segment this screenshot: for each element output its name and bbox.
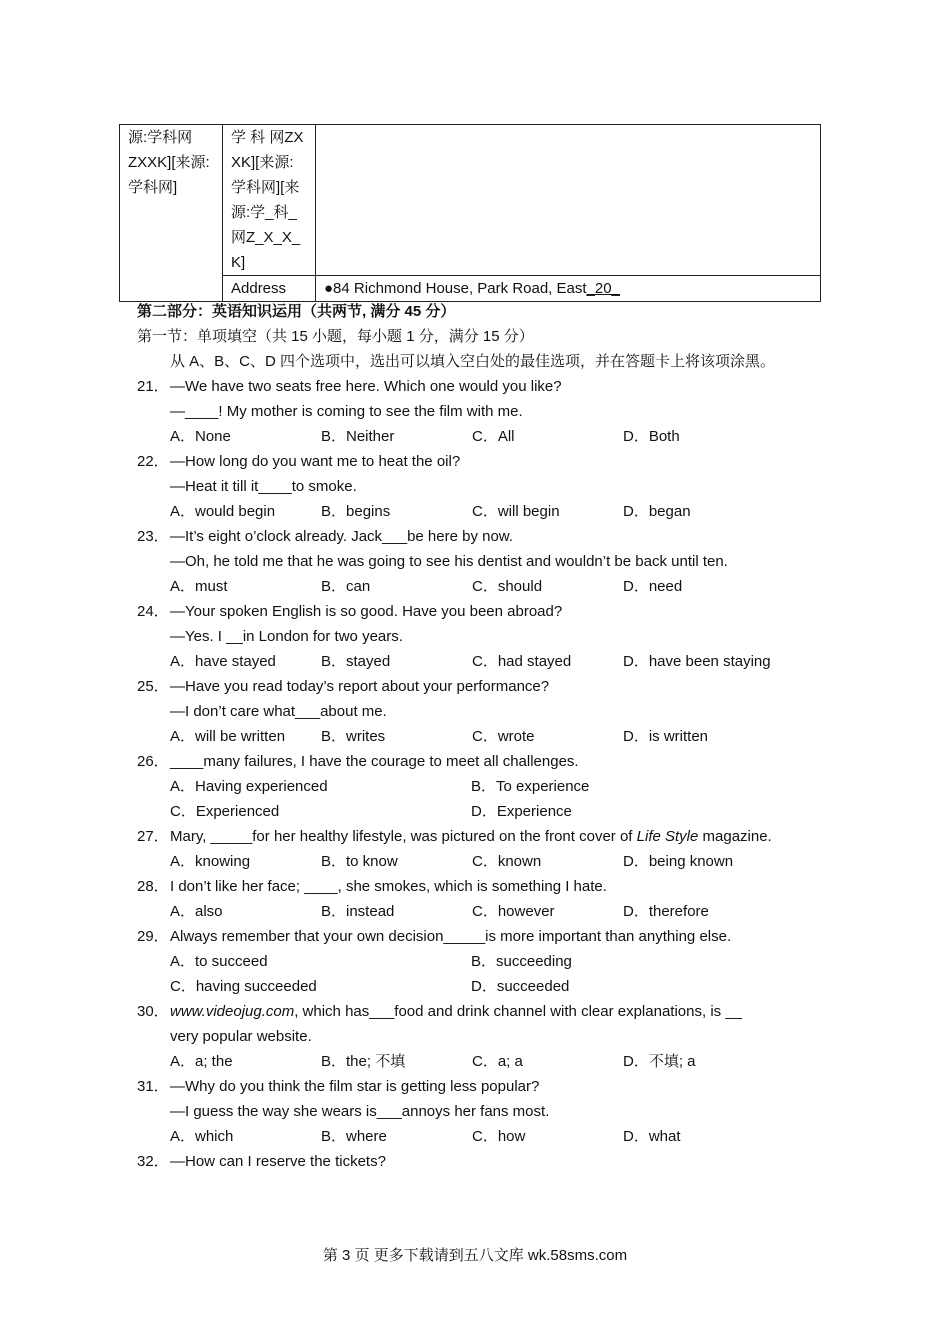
question-number-spacer — [137, 399, 170, 424]
address-value — [316, 276, 821, 302]
question-text — [170, 1074, 539, 1099]
question-text-segment: —Why do you think the film star is getting less popular? — [170, 1078, 540, 1095]
question-number: 22． — [137, 453, 169, 470]
question-item — [137, 449, 827, 524]
question-number-spacer — [137, 1099, 170, 1124]
answer-option: C．will begin — [472, 503, 560, 520]
question-item — [137, 1149, 827, 1174]
address-text: ●84 Richmond House, Park Road, East — [324, 280, 587, 297]
address-blank: _20_ — [586, 280, 620, 297]
question-number: 27． — [137, 828, 169, 845]
document-body — [137, 299, 827, 1174]
subsection-title: 第一节：单项填空（共 15 小题，每小题 1 分，满分 15 分） — [137, 328, 534, 345]
question-text-segment: very popular website. — [170, 1028, 312, 1045]
question-item — [137, 374, 827, 449]
option-row — [137, 774, 827, 799]
answer-option: C．however — [472, 903, 555, 920]
question-text-segment: ____many failures, I have the courage to meet all challenges. — [170, 753, 579, 770]
question-text-segment: —Your spoken English is so good. Have you been abroad? — [170, 603, 563, 620]
question-item — [137, 824, 827, 874]
question-text — [170, 374, 562, 399]
question-number-spacer — [137, 1024, 170, 1049]
answer-option: B．the; 不填 — [321, 1053, 406, 1070]
answer-option: B．can — [321, 578, 371, 595]
question-text-segment: www.videojug.com — [170, 1003, 295, 1020]
question-line — [137, 674, 827, 699]
option-row — [137, 1049, 827, 1074]
question-text — [170, 399, 523, 424]
question-line — [137, 1074, 827, 1099]
question-item — [137, 599, 827, 674]
question-number: 26． — [137, 753, 169, 770]
question-text-segment: —It’s eight o’clock already. Jack___be here by now. — [170, 528, 513, 545]
answer-option: A．would begin — [170, 503, 276, 520]
address-label: Address — [223, 276, 316, 302]
question-line — [137, 524, 827, 549]
question-text — [170, 599, 562, 624]
question-text-segment: —How long do you want me to heat the oil? — [170, 453, 461, 470]
page-footer: 第 3 页 更多下载请到五八文库 wk.58sms.com — [322, 1247, 628, 1264]
answer-option: C．how — [472, 1128, 526, 1145]
answer-option: A．also — [170, 903, 223, 920]
question-number: 31． — [137, 1078, 169, 1095]
question-number: 32． — [137, 1153, 169, 1170]
answer-option: D．Experience — [471, 803, 572, 820]
section-title: 第二部分：英语知识运用（共两节, 满分 45 分） — [137, 303, 456, 320]
question-text-segment: —Heat it till it____to smoke. — [170, 478, 357, 495]
answer-option: D．have been staying — [623, 653, 771, 670]
question-text — [170, 1149, 386, 1174]
answer-option: A．None — [170, 428, 231, 445]
answer-option: D．need — [623, 578, 683, 595]
question-line — [137, 874, 827, 899]
option-row — [137, 899, 827, 924]
answer-option: C．Experienced — [170, 803, 280, 820]
answer-option: B．Neither — [321, 428, 395, 445]
question-text — [170, 999, 742, 1024]
question-text-segment: —I don’t care what___about me. — [170, 703, 387, 720]
option-row — [137, 424, 827, 449]
answer-option: B．stayed — [321, 653, 391, 670]
answer-option: D．succeeded — [471, 978, 570, 995]
question-text — [170, 474, 357, 499]
question-text-segment: —Have you read today’s report about your performance? — [170, 678, 550, 695]
question-text-segment: , which has___food and drink channel with clear explanations, is __ — [294, 1003, 742, 1020]
question-line — [137, 549, 827, 574]
question-text — [170, 824, 772, 849]
question-text-segment: Mary, _____for her healthy lifestyle, was pictured on the front cover of — [170, 828, 637, 845]
question-text — [170, 749, 579, 774]
answer-option: C．a; a — [472, 1053, 523, 1070]
answer-option: A．which — [170, 1128, 234, 1145]
answer-option: D．不填; a — [623, 1053, 696, 1070]
question-item — [137, 999, 827, 1074]
question-number-spacer — [137, 549, 170, 574]
question-line — [137, 824, 827, 849]
answer-option: D．therefore — [623, 903, 709, 920]
answer-option: D．what — [623, 1128, 681, 1145]
answer-option: B．To experience — [471, 778, 590, 795]
question-text-segment: I don’t like her face; ____, she smokes, which is something I hate. — [170, 878, 607, 895]
answer-option: C．wrote — [472, 728, 535, 745]
answer-option: C．All — [472, 428, 515, 445]
question-line — [137, 1024, 827, 1049]
question-line — [137, 374, 827, 399]
answer-option: A．Having experienced — [170, 778, 328, 795]
question-text-segment: —____! My mother is coming to see the film with me. — [170, 403, 523, 420]
question-text — [170, 624, 403, 649]
question-number: 23． — [137, 528, 169, 545]
answer-option: C．had stayed — [472, 653, 572, 670]
question-line — [137, 699, 827, 724]
question-item — [137, 874, 827, 924]
answer-option: A．have stayed — [170, 653, 276, 670]
question-line — [137, 749, 827, 774]
option-row — [137, 574, 827, 599]
question-text — [170, 1099, 549, 1124]
option-row — [137, 799, 827, 824]
question-text-segment: —How can I reserve the tickets? — [170, 1153, 386, 1170]
question-number-spacer — [137, 624, 170, 649]
question-text — [170, 699, 387, 724]
question-text-segment: —We have two seats free here. Which one would you like? — [170, 378, 562, 395]
question-number: 29． — [137, 928, 169, 945]
question-number-spacer — [137, 699, 170, 724]
question-line — [137, 1149, 827, 1174]
answer-option: D．began — [623, 503, 691, 520]
answer-option: C．should — [472, 578, 543, 595]
question-line — [137, 924, 827, 949]
answer-option: D．Both — [623, 428, 680, 445]
question-line — [137, 449, 827, 474]
question-text-segment: —Oh, he told me that he was going to see his dentist and wouldn’t be back until ten. — [170, 553, 728, 570]
question-text — [170, 874, 607, 899]
answer-option: B．succeeding — [471, 953, 572, 970]
question-number: 21． — [137, 378, 169, 395]
header-table — [119, 124, 821, 302]
option-row — [137, 849, 827, 874]
instructions: 从 A、B、C、D 四个选项中，选出可以填入空白处的最佳选项，并在答题卡上将该项涂黑。 — [170, 353, 776, 370]
question-text-segment: —Yes. I __in London for two years. — [170, 628, 403, 645]
question-line — [137, 599, 827, 624]
answer-option: B．begins — [321, 503, 391, 520]
question-number: 28． — [137, 878, 169, 895]
question-text — [170, 524, 513, 549]
answer-option: B．instead — [321, 903, 395, 920]
option-row — [137, 499, 827, 524]
question-line — [137, 399, 827, 424]
question-item — [137, 1074, 827, 1149]
answer-option: C．known — [472, 853, 542, 870]
answer-option: B．where — [321, 1128, 387, 1145]
question-line — [137, 1099, 827, 1124]
source-cell-2: 学 科 网ZXXK][来源:学科网][来源:学_科_网Z_X_X_K] — [223, 125, 316, 276]
answer-option: C．having succeeded — [170, 978, 317, 995]
answer-option: D．is written — [623, 728, 709, 745]
answer-option: B．writes — [321, 728, 386, 745]
question-text-segment: Always remember that your own decision_____is more important than anything else. — [170, 928, 732, 945]
question-text-segment: Life Style — [636, 828, 699, 845]
question-item — [137, 924, 827, 999]
option-row — [137, 974, 827, 999]
question-text — [170, 449, 460, 474]
answer-option: A．must — [170, 578, 228, 595]
question-number: 24． — [137, 603, 169, 620]
source-cell-1: 源:学科网ZXXK][来源:学科网] — [120, 125, 223, 302]
answer-option: A．knowing — [170, 853, 251, 870]
question-text — [170, 549, 728, 574]
answer-option: A．to succeed — [170, 953, 268, 970]
answer-option: D．being known — [623, 853, 734, 870]
option-row — [137, 949, 827, 974]
question-line — [137, 474, 827, 499]
answer-option: A．will be written — [170, 728, 286, 745]
question-number-spacer — [137, 474, 170, 499]
question-item — [137, 674, 827, 749]
question-text — [170, 674, 549, 699]
option-row — [137, 1124, 827, 1149]
question-item — [137, 524, 827, 599]
answer-option: A．a; the — [170, 1053, 233, 1070]
answer-option: B．to know — [321, 853, 398, 870]
question-line — [137, 999, 827, 1024]
option-row — [137, 649, 827, 674]
question-text — [170, 1024, 312, 1049]
question-text-segment: magazine. — [698, 828, 772, 845]
empty-cell — [316, 125, 821, 276]
question-text-segment: —I guess the way she wears is___annoys her fans most. — [170, 1103, 550, 1120]
question-item — [137, 749, 827, 824]
question-text — [170, 924, 731, 949]
question-list — [137, 374, 827, 1174]
question-line — [137, 624, 827, 649]
option-row — [137, 724, 827, 749]
question-number: 25． — [137, 678, 169, 695]
question-number: 30． — [137, 1003, 169, 1020]
